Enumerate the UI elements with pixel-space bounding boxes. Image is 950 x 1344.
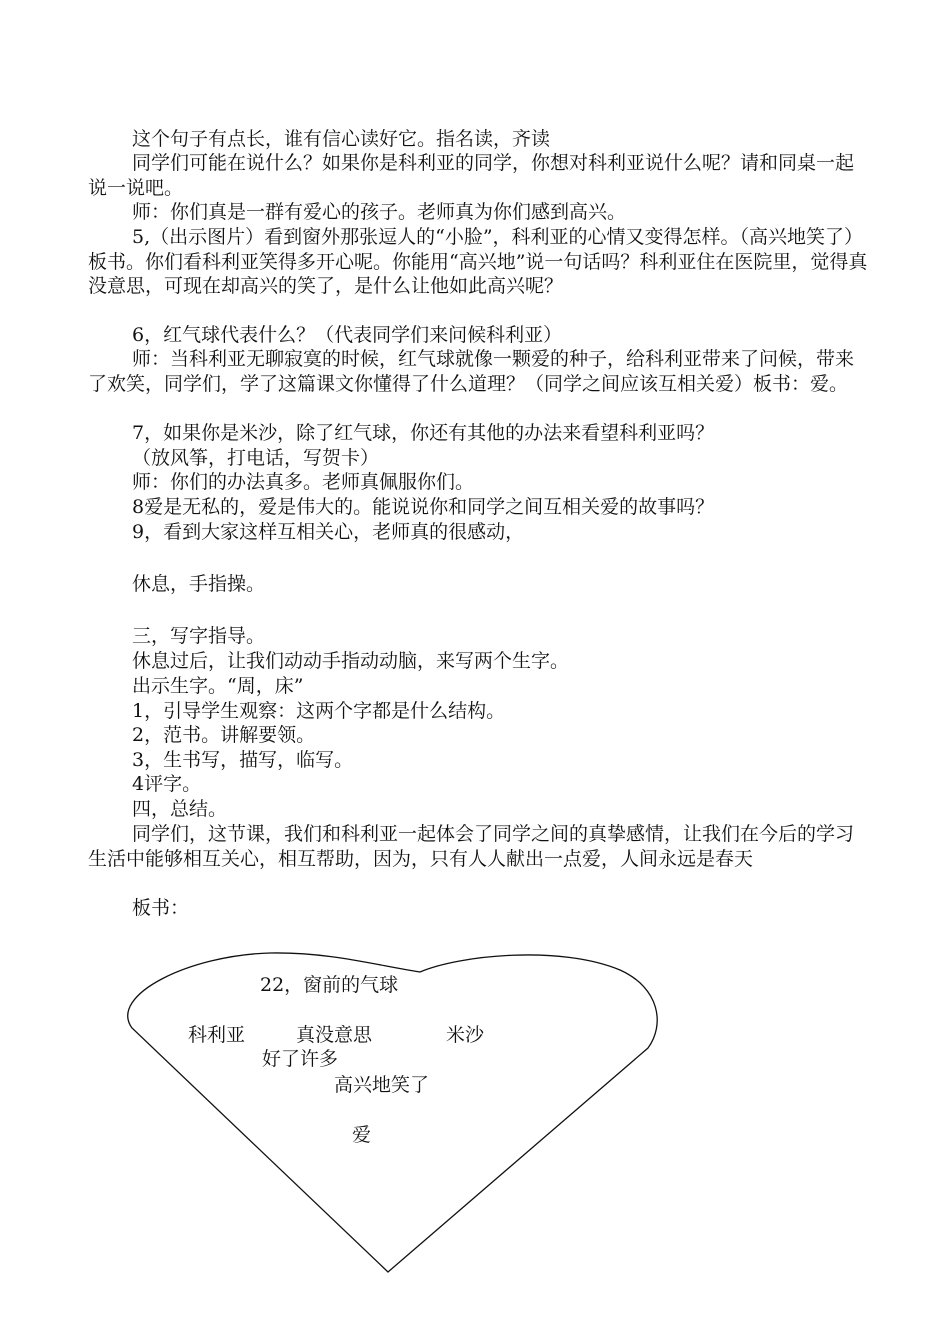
paragraph-red-balloon: 师：当科利亚无聊寂寞的时候，红气球就像一颗爱的种子，给科利亚带来了问候，带来了欢笑，同学们，学了这篇课文你懂得了什么道理？（同学之间应该互相关爱）板书：爱。 (88, 348, 855, 395)
blackboard-love: 爱 (352, 1124, 372, 1146)
paragraph-step-6: 6，红气球代表什么？（代表同学们来问候科利亚） (132, 324, 563, 346)
paragraph-student-writing: 3，生书写，描写，临写。 (132, 749, 354, 771)
heading-summary: 四，总结。 (132, 798, 228, 820)
paragraph-step-5: 5,（出示图片）看到窗外那张逗人的“小脸”，科利亚的心情又变得怎样。（高兴地笑了）板书。你们看科利亚笑得多开心呢。你能用“高兴地”说一句话吗？科利亚住在医院里，觉得真没意思，可现在却高兴的笑了，是什么让他如此高兴呢？ (88, 226, 868, 297)
blackboard-title: 22，窗前的气球 (260, 974, 399, 996)
paragraph-step-9: 9，看到大家这样互相关心，老师真的很感动， (132, 521, 525, 543)
blackboard-boring: 真没意思 (296, 1024, 373, 1046)
paragraph-blackboard-label: 板书： (132, 897, 190, 919)
blackboard-heart (120, 950, 660, 1280)
paragraph-rest: 休息，手指操。 (132, 573, 266, 595)
paragraph-after-rest: 休息过后，让我们动动手指动动脑，来写两个生字。 (132, 650, 570, 672)
paragraph-answers: （放风筝，打电话，写贺卡） (132, 447, 380, 469)
paragraph-teacher-admire: 师：你们的办法真多。老师真佩服你们。 (132, 471, 475, 493)
paragraph-classmates-say: 同学们可能在说什么？如果你是科利亚的同学，你想对科利亚说什么呢？请和同桌一起说一说吧。 (88, 152, 855, 199)
blackboard-misha: 米沙 (446, 1024, 485, 1046)
paragraph-summary: 同学们，这节课，我们和科利亚一起体会了同学之间的真挚感情，让我们在今后的学习生活中能够相互关心，相互帮助，因为，只有人人献出一点爱，人间永远是春天 (88, 823, 855, 870)
paragraph-step-7: 7，如果你是米沙，除了红气球，你还有其他的办法来看望科利亚吗？ (132, 422, 715, 444)
heading-writing-guide: 三，写字指导。 (132, 625, 266, 647)
blackboard-happy: 高兴地笑了 (334, 1074, 430, 1096)
paragraph-evaluate: 4评字。 (132, 773, 202, 795)
blackboard-kolya: 科利亚 (188, 1024, 246, 1046)
blackboard-better: 好了许多 (262, 1048, 339, 1070)
paragraph-teacher-praise: 师：你们真是一群有爱心的孩子。老师真为你们感到高兴。 (132, 201, 627, 223)
paragraph-show-characters: 出示生字。“周，床” (132, 675, 304, 697)
heart-outline (120, 950, 660, 1280)
paragraph-model-writing: 2，范书。讲解要领。 (132, 724, 316, 746)
paragraph-read-sentence: 这个句子有点长，谁有信心读好它。指名读，齐读 (132, 128, 551, 150)
paragraph-step-8: 8爱是无私的，爱是伟大的。能说说你和同学之间互相关爱的故事吗？ (132, 496, 715, 518)
paragraph-observe: 1，引导学生观察：这两个字都是什么结构。 (132, 700, 506, 722)
